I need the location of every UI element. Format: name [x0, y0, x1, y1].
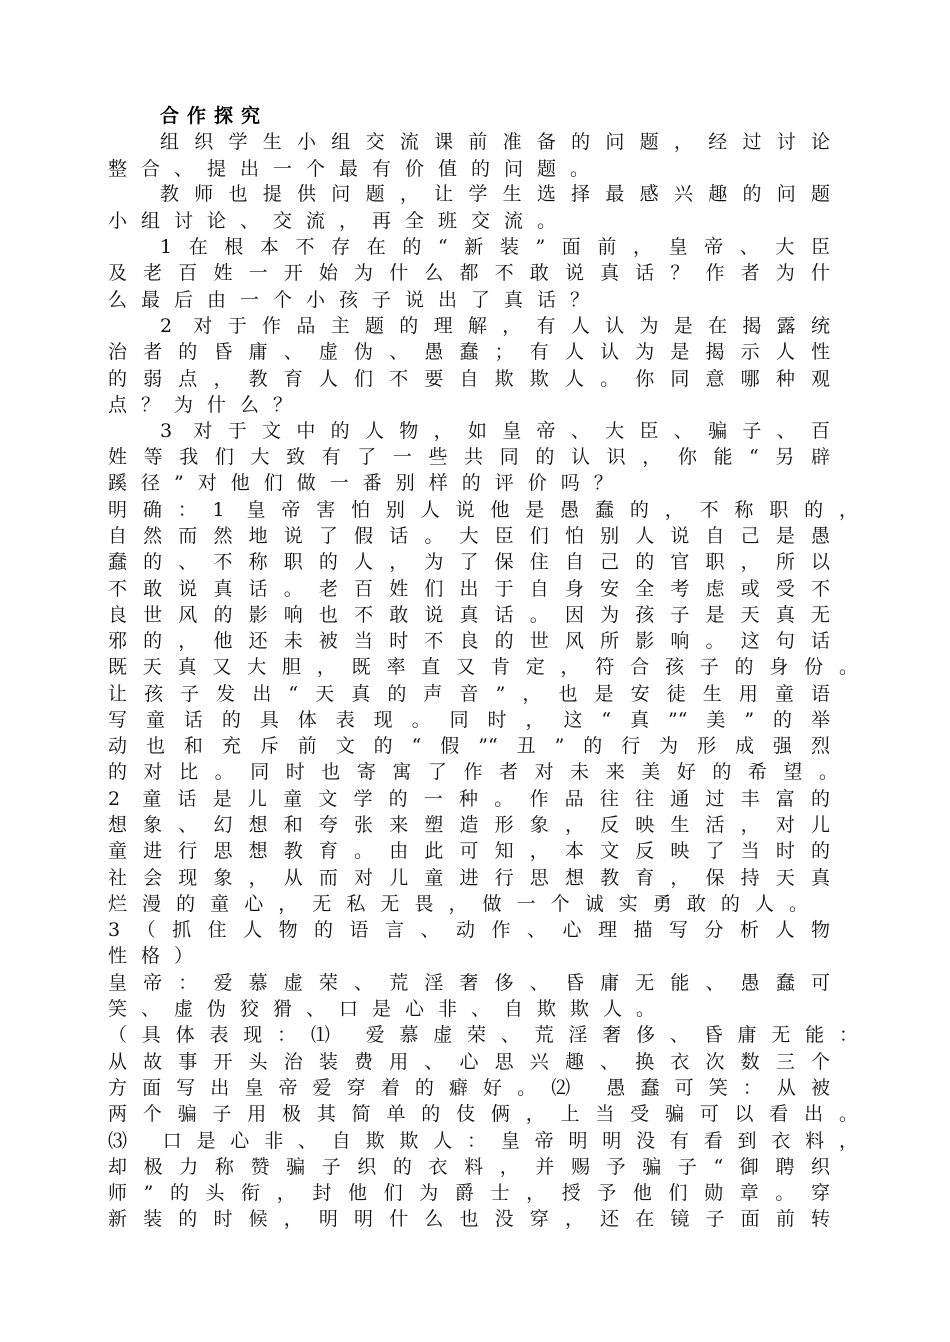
paragraph-line: 明确：1 皇帝害怕别人说他是愚蠢的，不称职的，	[108, 499, 858, 521]
paragraph-line: 性格）	[108, 945, 208, 967]
paragraph-line: 3（抓住人物的语言、动作、心理描写分析人物	[108, 919, 830, 941]
paragraph-line: 让孩子发出“天真的声音”，也是安徒生用童语	[108, 683, 830, 705]
paragraph-line: 从故事开头治装费用、心思兴趣、换衣次数三个	[108, 1051, 830, 1073]
paragraph-line: 童进行思想教育。由此可知，本文反映了当时的	[108, 840, 830, 862]
paragraph-line: 1在根本不存在的“新装”面前，皇帝、大臣	[160, 236, 830, 258]
paragraph-line: 自然而然地说了假话。大臣们怕别人说自己是愚	[108, 525, 830, 547]
paragraph-line: 写童话的具体表现。同时，这“真”“美”的举	[108, 709, 830, 731]
paragraph-line: 姓等我们大致有了一些共同的认识，你能“另辟	[108, 446, 830, 468]
paragraph-line: 想象、幻想和夸张来塑造形象，反映生活，对儿	[108, 814, 830, 836]
paragraph-line: 良世风的影响也不敢说真话。因为孩子是天真无	[108, 604, 830, 626]
paragraph-line: 社会现象，从而对儿童进行思想教育，保持天真	[108, 867, 830, 889]
paragraph-line: 点？为什么？	[108, 394, 307, 416]
paragraph-line: 治者的昏庸、虚伪、愚蠢；有人认为是揭示人性	[108, 341, 830, 363]
paragraph-line: 么最后由一个小孩子说出了真话？	[108, 289, 604, 311]
paragraph-line: 却极力称赞骗子织的衣料，并赐予骗子“御聘织	[108, 1156, 830, 1178]
paragraph-line: （具体表现：⑴ 爱慕虚荣、荒淫奢侈、昏庸无能：	[108, 1024, 858, 1046]
paragraph-line: 3 对于文中的人物，如皇帝、大臣、骗子、百	[160, 420, 830, 442]
paragraph-line: 师”的头衔，封他们为爵士，授予他们勋章。穿	[108, 1182, 830, 1204]
paragraph-line: 邪的，他还未被当时不良的世风所影响。这句话	[108, 630, 830, 652]
paragraph-line: 及老百姓一开始为什么都不敢说真话？作者为什	[108, 262, 830, 284]
paragraph-line: 整合、提出一个最有价值的问题。	[108, 158, 604, 180]
paragraph-line: 动也和充斥前文的“假”“丑”的行为形成强烈	[108, 735, 830, 757]
paragraph-line: 烂漫的童心，无私无畏，做一个诚实勇敢的人。	[108, 893, 808, 915]
paragraph-line: ⑶ 口是心非、自欺欺人：皇帝明明没有看到衣料，	[108, 1130, 858, 1152]
section-heading: 合作探究	[160, 105, 269, 127]
paragraph-line: 教师也提供问题，让学生选择最感兴趣的问题	[160, 183, 830, 205]
paragraph-line: 2 童话是儿童文学的一种。作品往往通过丰富的	[108, 788, 830, 810]
paragraph-line: 方面写出皇帝爱穿着的癖好。⑵ 愚蠢可笑：从被	[108, 1077, 830, 1099]
paragraph-line: 既天真又大胆，既率直又肯定，符合孩子的身份。	[108, 656, 858, 678]
paragraph-line: 小组讨论、交流，再全班交流。	[108, 210, 571, 232]
paragraph-line: 2 对于作品主题的理解，有人认为是在揭露统	[160, 315, 830, 337]
paragraph-line: 新装的时候，明明什么也没穿，还在镜子面前转	[108, 1208, 830, 1230]
paragraph-line: 不敢说真话。老百姓们出于自身安全考虑或受不	[108, 578, 830, 600]
paragraph-line: 蠢的、不称职的人，为了保住自己的官职，所以	[108, 551, 830, 573]
paragraph-line: 的弱点，教育人们不要自欺欺人。你同意哪种观	[108, 368, 830, 390]
paragraph-line: 笑、虚伪狡猾、口是心非、自欺欺人。	[108, 998, 670, 1020]
paragraph-line: 的对比。同时也寄寓了作者对未来美好的希望。	[108, 761, 838, 783]
paragraph-line: 蹊径”对他们做一番别样的评价吗？	[108, 472, 627, 494]
paragraph-line: 组织学生小组交流课前准备的问题，经过讨论	[160, 131, 830, 153]
paragraph-line: 两个骗子用极其简单的伎俩，上当受骗可以看出。	[108, 1103, 858, 1125]
paragraph-line: 皇帝：爱慕虚荣、荒淫奢侈、昏庸无能、愚蠢可	[108, 972, 830, 994]
